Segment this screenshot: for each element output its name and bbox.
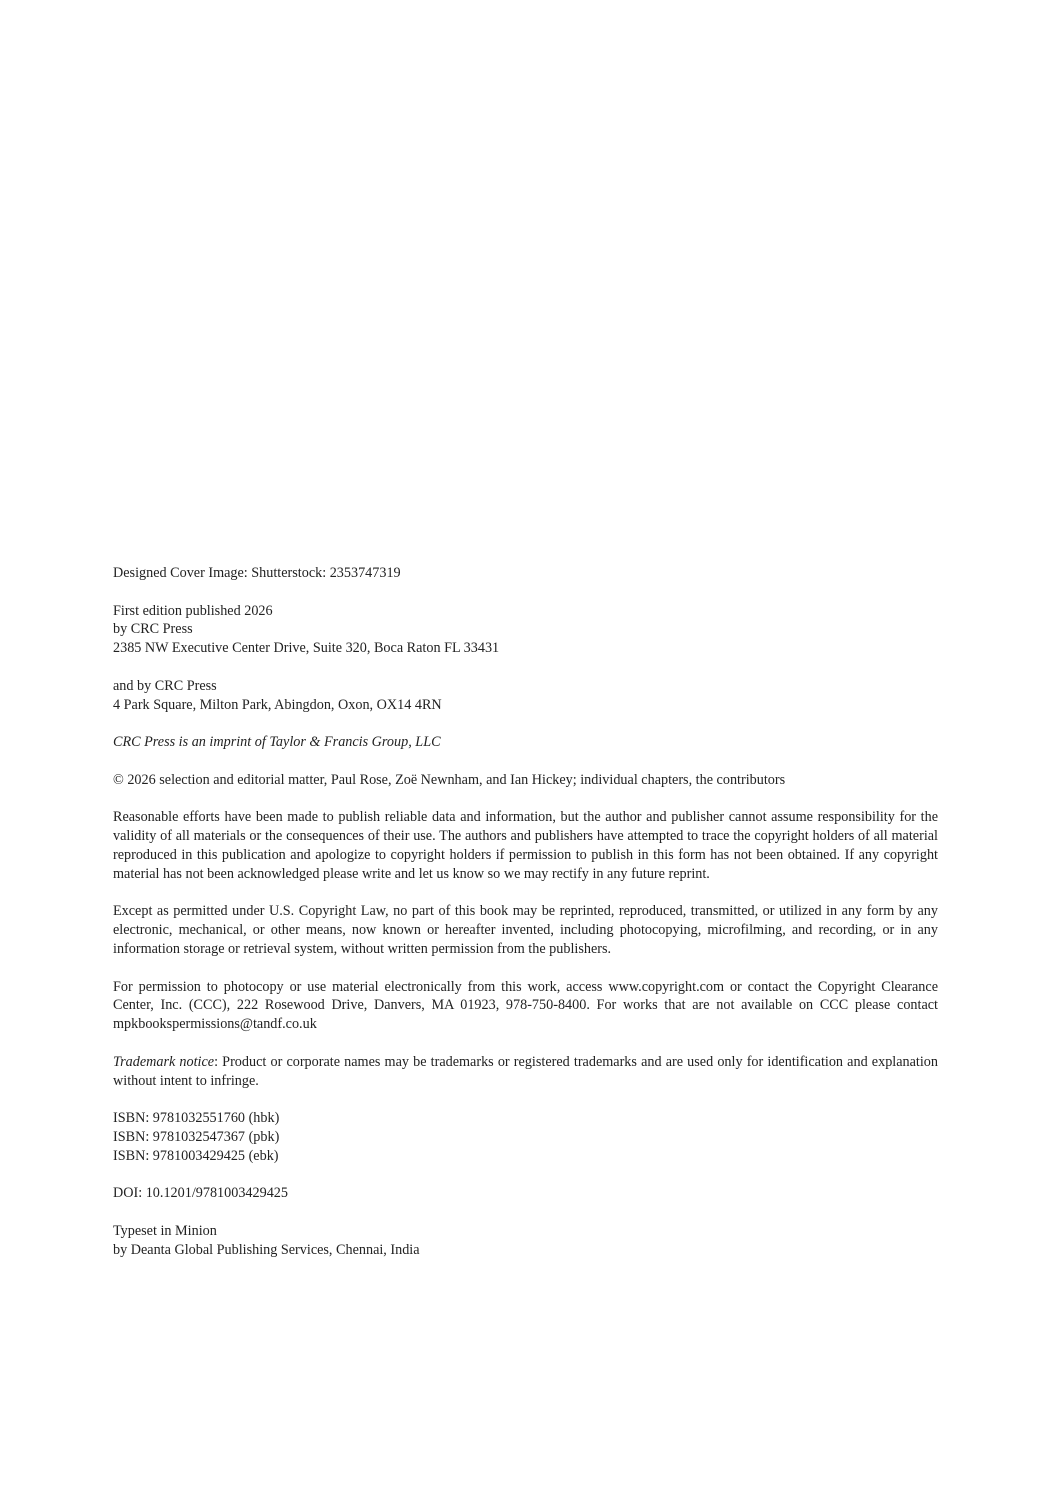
permission-paragraph — [113, 978, 938, 1034]
doi-text: DOI: 10.1201/9781003429425 — [113, 1185, 288, 1202]
cover-credit — [113, 564, 938, 583]
second-publisher-address: 4 Park Square, Milton Park, Abingdon, Oxon, OX14 4RN — [113, 696, 442, 713]
cover-credit-text: Designed Cover Image: Shutterstock: 2353747319 — [113, 565, 401, 581]
typesetter: by Deanta Global Publishing Services, Chennai, India — [113, 1241, 420, 1258]
isbn-pbk: ISBN: 9781032547367 (pbk) — [113, 1128, 280, 1145]
typeset-info — [113, 1222, 938, 1260]
trademark-text: : Product or corporate names may be trademarks or registered trademarks and are used only for identification and explanation without intent to infringe. — [113, 1053, 938, 1089]
trademark-label: Trademark notice — [113, 1053, 215, 1070]
isbn-list — [113, 1109, 938, 1165]
publisher-address: 2385 NW Executive Center Drive, Suite 320, Boca Raton FL 33431 — [113, 640, 500, 657]
except-permitted-text: Except as permitted under U.S. Copyright Law, no part of this book may be reprinted, reproduced, transmitted, or utilized in any form by any electronic, mechanical, or other means, now known or hereafter invented, including photocopying, microfilming, and recording, or in any information storage or retrieval system, without written permission from the publishers. — [113, 903, 938, 957]
imprint-statement — [113, 733, 938, 752]
edition-info — [113, 602, 938, 658]
typeset-font: Typeset in Minion — [113, 1222, 217, 1239]
isbn-hbk: ISBN: 9781032551760 (hbk) — [113, 1110, 280, 1127]
isbn-ebk: ISBN: 9781003429425 (ebk) — [113, 1147, 279, 1164]
reasonable-efforts-text: Reasonable efforts have been made to publish reliable data and information, but the author and publisher cannot assume responsibility for the validity of all materials or the consequences of their use. The authors and publishers have attempted to trace the copyright holders of all material reproduced in this publication and apologize to copyright holders if permission to publish in this form has not been obtained. If any copyright material has not been acknowledged please write and let us know so we may rectify in any future reprint. — [113, 809, 938, 882]
copyright-text: © 2026 selection and editorial matter, Paul Rose, Zoë Newnham, and Ian Hickey; individual chapters, the contributors — [113, 771, 786, 788]
second-publisher-info — [113, 677, 938, 715]
doi-line — [113, 1184, 938, 1203]
trademark-paragraph — [113, 1053, 938, 1091]
edition-line: First edition published 2026 — [113, 602, 273, 619]
second-publisher-name: and by CRC Press — [113, 677, 217, 694]
except-permitted-paragraph — [113, 902, 938, 958]
imprint-text: CRC Press is an imprint of Taylor & Francis Group, LLC — [113, 734, 441, 751]
copyright-line — [113, 771, 938, 790]
permission-text: For permission to photocopy or use material electronically from this work, access www.copyright.com or contact the Copyright Clearance Center, Inc. (CCC), 222 Rosewood Drive, Danvers, MA 01923, 978-750-8400. For works that are not available on CCC please contact mpkbookspermissions@tandf.co.uk — [113, 978, 938, 1033]
reasonable-efforts-paragraph — [113, 808, 938, 883]
copyright-block — [113, 564, 938, 1278]
publisher-name: by CRC Press — [113, 621, 193, 638]
